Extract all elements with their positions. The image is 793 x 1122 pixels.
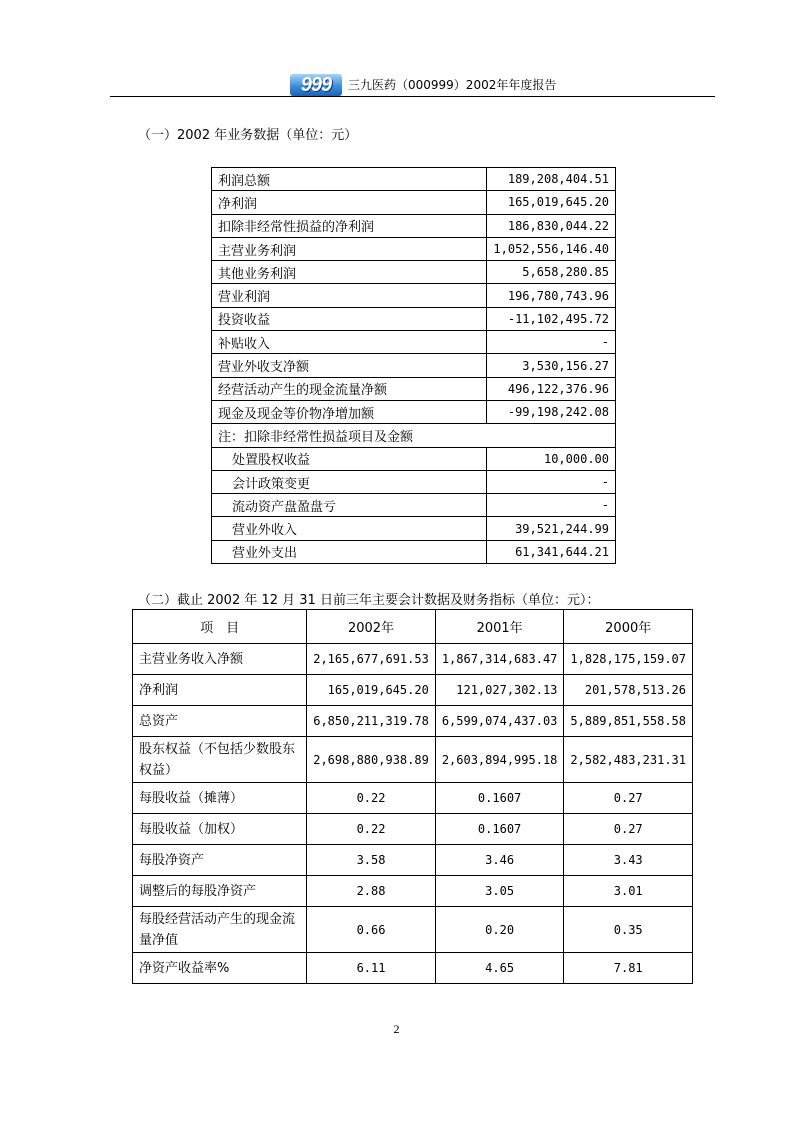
value-2000: 7.81 <box>564 953 693 984</box>
row-label: 经营活动产生的现金流量净额 <box>212 377 487 400</box>
row-value: 1,052,556,146.40 <box>487 237 616 260</box>
table-row <box>133 737 693 783</box>
table-header-row <box>133 610 693 644</box>
page-header <box>110 72 715 96</box>
table-row <box>212 307 616 330</box>
row-label: 营业利润 <box>212 284 487 307</box>
value-2002: 6,850,211,319.78 <box>307 706 436 737</box>
table-row <box>212 354 616 377</box>
business-data-table <box>211 167 616 564</box>
value-2002: 165,019,645.20 <box>307 675 436 706</box>
row-value: 10,000.00 <box>487 447 616 470</box>
table-row <box>212 494 616 517</box>
row-value: - <box>487 470 616 493</box>
value-2000: 2,582,483,231.31 <box>564 737 693 783</box>
table-row <box>212 377 616 400</box>
table-row <box>133 814 693 845</box>
row-label: 每股净资产 <box>133 845 307 876</box>
row-value: 189,208,404.51 <box>487 168 616 191</box>
row-label: 每股经营活动产生的现金流量净值 <box>133 907 307 953</box>
section1-title: （一）2002 年业务数据（单位：元） <box>138 128 358 143</box>
row-value: 186,830,044.22 <box>487 214 616 237</box>
value-2001: 6,599,074,437.03 <box>435 706 564 737</box>
table-row <box>212 284 616 307</box>
value-2002: 0.22 <box>307 783 436 814</box>
row-label: 主营业务收入净额 <box>133 644 307 675</box>
row-label: 主营业务利润 <box>212 237 487 260</box>
row-label: 扣除非经常性损益的净利润 <box>212 214 487 237</box>
table-row <box>133 876 693 907</box>
row-value: 196,780,743.96 <box>487 284 616 307</box>
row-label: 投资收益 <box>212 307 487 330</box>
row-label: 股东权益（不包括少数股东权益） <box>133 737 307 783</box>
row-label: 其他业务利润 <box>212 261 487 284</box>
value-2000: 0.35 <box>564 907 693 953</box>
row-label: 利润总额 <box>212 168 487 191</box>
row-label: 营业外收入 <box>212 517 487 540</box>
note-row <box>212 424 616 447</box>
header-2000: 2000年 <box>564 610 693 644</box>
value-2001: 0.1607 <box>435 814 564 845</box>
row-value: - <box>487 331 616 354</box>
header-divider <box>110 96 715 97</box>
row-label: 处置股权收益 <box>212 447 487 470</box>
value-2001: 2,603,894,995.18 <box>435 737 564 783</box>
value-2002: 2.88 <box>307 876 436 907</box>
table-row <box>212 447 616 470</box>
table-row <box>133 845 693 876</box>
row-label: 营业外支出 <box>212 540 487 563</box>
value-2002: 2,698,880,938.89 <box>307 737 436 783</box>
row-label: 总资产 <box>133 706 307 737</box>
header-item: 项 目 <box>133 610 307 644</box>
value-2001: 3.46 <box>435 845 564 876</box>
company-logo: 999 <box>290 74 342 96</box>
row-value: 165,019,645.20 <box>487 191 616 214</box>
value-2002: 3.58 <box>307 845 436 876</box>
row-value: - <box>487 494 616 517</box>
table-row <box>212 191 616 214</box>
value-2001: 4.65 <box>435 953 564 984</box>
header-title: 三九医药（000999）2002年年度报告 <box>348 78 557 92</box>
row-label: 每股收益（加权） <box>133 814 307 845</box>
value-2000: 3.43 <box>564 845 693 876</box>
table-row <box>212 237 616 260</box>
row-label: 净利润 <box>212 191 487 214</box>
row-value: -99,198,242.08 <box>487 400 616 423</box>
value-2001: 0.20 <box>435 907 564 953</box>
row-label: 净资产收益率% <box>133 953 307 984</box>
value-2000: 1,828,175,159.07 <box>564 644 693 675</box>
table-row <box>133 675 693 706</box>
value-2002: 0.66 <box>307 907 436 953</box>
row-value: 61,341,644.21 <box>487 540 616 563</box>
value-2001: 1,867,314,683.47 <box>435 644 564 675</box>
row-value: -11,102,495.72 <box>487 307 616 330</box>
row-value: 39,521,244.99 <box>487 517 616 540</box>
row-value: 3,530,156.27 <box>487 354 616 377</box>
row-label: 流动资产盘盈盘亏 <box>212 494 487 517</box>
value-2001: 3.05 <box>435 876 564 907</box>
table-row <box>212 470 616 493</box>
value-2000: 0.27 <box>564 814 693 845</box>
row-label: 营业外收支净额 <box>212 354 487 377</box>
value-2002: 0.22 <box>307 814 436 845</box>
row-value: 5,658,280.85 <box>487 261 616 284</box>
page-number: 2 <box>393 1022 400 1036</box>
table-row <box>212 517 616 540</box>
header-2001: 2001年 <box>435 610 564 644</box>
value-2001: 121,027,302.13 <box>435 675 564 706</box>
row-value: 496,122,376.96 <box>487 377 616 400</box>
row-label: 调整后的每股净资产 <box>133 876 307 907</box>
value-2000: 5,889,851,558.58 <box>564 706 693 737</box>
table-row <box>133 706 693 737</box>
row-label: 现金及现金等价物净增加额 <box>212 400 487 423</box>
table-row <box>212 261 616 284</box>
value-2000: 3.01 <box>564 876 693 907</box>
table-row <box>133 907 693 953</box>
value-2000: 0.27 <box>564 783 693 814</box>
table-row <box>212 331 616 354</box>
row-label: 补贴收入 <box>212 331 487 354</box>
table-row <box>212 214 616 237</box>
three-year-data-table <box>132 609 693 984</box>
value-2002: 2,165,677,691.53 <box>307 644 436 675</box>
table-row <box>133 953 693 984</box>
table-row <box>212 168 616 191</box>
value-2001: 0.1607 <box>435 783 564 814</box>
table-row <box>212 540 616 563</box>
table-row <box>133 783 693 814</box>
row-label: 净利润 <box>133 675 307 706</box>
note-label: 注：扣除非经常性损益项目及金额 <box>212 424 616 447</box>
table-row <box>133 644 693 675</box>
header-2002: 2002年 <box>307 610 436 644</box>
section2-title: （二）截止 2002 年 12 月 31 日前三年主要会计数据及财务指标（单位：元）： <box>138 593 600 608</box>
value-2000: 201,578,513.26 <box>564 675 693 706</box>
table-row <box>212 400 616 423</box>
row-label: 会计政策变更 <box>212 470 487 493</box>
row-label: 每股收益（摊薄） <box>133 783 307 814</box>
value-2002: 6.11 <box>307 953 436 984</box>
